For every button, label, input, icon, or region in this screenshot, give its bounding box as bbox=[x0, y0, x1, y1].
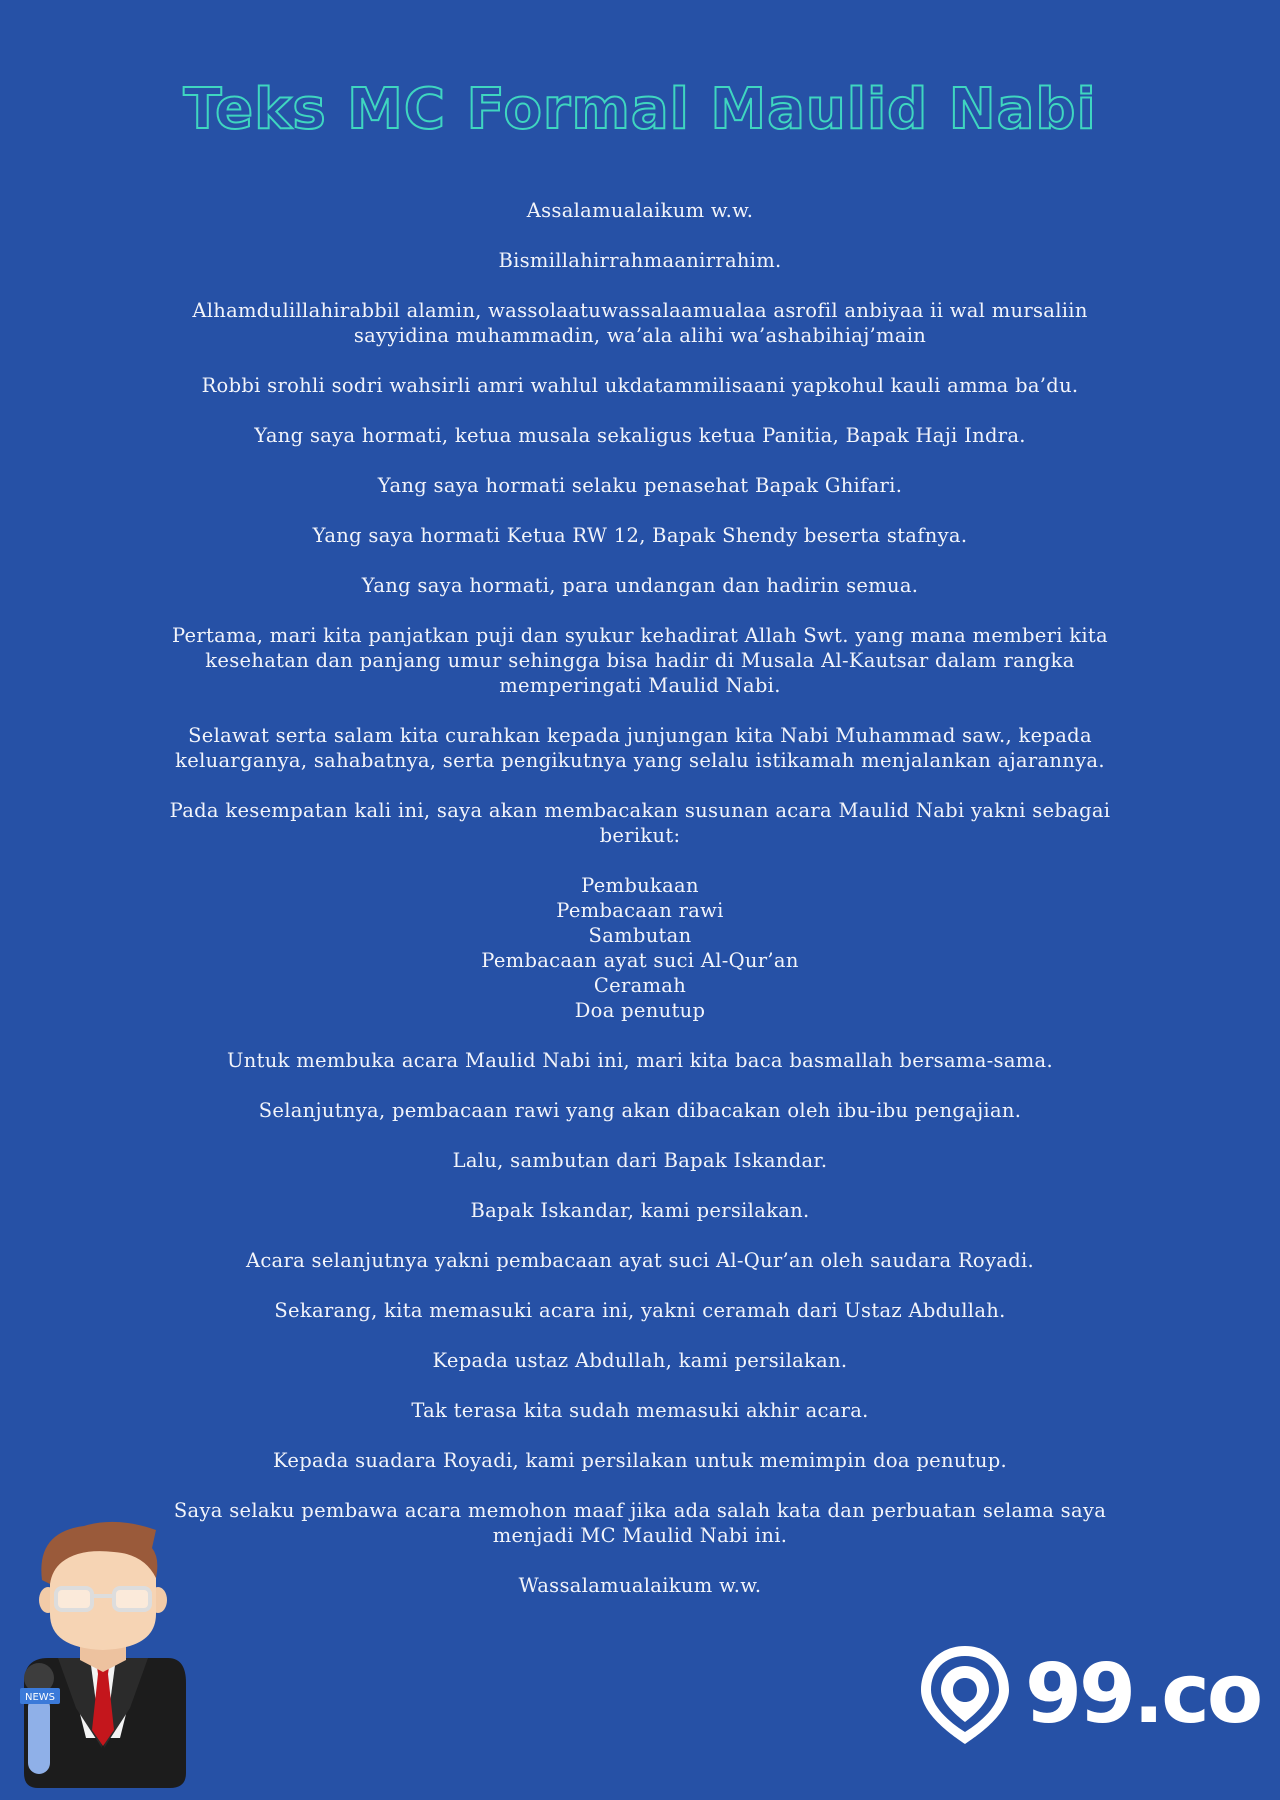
microphone-handle bbox=[28, 1696, 50, 1774]
opening-paragraphs bbox=[150, 198, 1130, 848]
script-paragraph: Acara selanjutnya yakni pembacaan ayat suci Al-Qur’an oleh saudara Royadi. bbox=[245, 1249, 1035, 1272]
mic-news-label: NEWS bbox=[24, 1692, 56, 1703]
closing-paragraphs bbox=[150, 1048, 1130, 1598]
script-paragraph: Kepada ustaz Abdullah, kami persilakan. bbox=[432, 1349, 848, 1372]
script-paragraph: Yang saya hormati selaku penasehat Bapak Ghifari. bbox=[377, 474, 903, 497]
script-paragraph: Sekarang, kita memasuki acara ini, yakni ceramah dari Ustaz Abdullah. bbox=[274, 1299, 1006, 1322]
script-paragraph: Selawat serta salam kita curahkan kepada junjungan kita Nabi Muhammad saw., kepada keluarganya, sahabatnya, serta pengikutnya yang selalu istikamah menjalankan ajarannya. bbox=[175, 724, 1105, 772]
script-paragraph: Wassalamualaikum w.w. bbox=[518, 1574, 762, 1597]
glasses-right-lens bbox=[114, 1588, 150, 1610]
script-paragraph: Selanjutnya, pembacaan rawi yang akan dibacakan oleh ibu-ibu pengajian. bbox=[258, 1099, 1022, 1122]
script-paragraph: Pada kesempatan kali ini, saya akan membacakan susunan acara Maulid Nabi yakni sebagai berikut: bbox=[169, 799, 1111, 847]
script-paragraph: Untuk membuka acara Maulid Nabi ini, mari kita baca basmallah bersama-sama. bbox=[227, 1049, 1053, 1072]
script-paragraph: Tak terasa kita sudah memasuki akhir acara. bbox=[411, 1399, 869, 1422]
script-paragraph: Saya selaku pembawa acara memohon maaf jika ada salah kata dan perbuatan selama saya menjadi MC Maulid Nabi ini. bbox=[173, 1499, 1107, 1547]
news-presenter-illustration bbox=[18, 1518, 188, 1788]
script-paragraph: Bapak Iskandar, kami persilakan. bbox=[470, 1199, 810, 1222]
brand-logo-text: 99.co bbox=[1025, 1647, 1261, 1742]
script-paragraph: Kepada suadara Royadi, kami persilakan untuk memimpin doa penutup. bbox=[273, 1449, 1007, 1472]
script-paragraph: Yang saya hormati Ketua RW 12, Bapak Shendy beserta stafnya. bbox=[312, 524, 968, 547]
agenda-item: Sambutan bbox=[588, 924, 692, 947]
script-paragraph: Robbi srohli sodri wahsirli amri wahlul ukdatammilisaani yapkohul kauli amma ba’du. bbox=[201, 374, 1079, 397]
script-paragraph: Alhamdulillahirabbil alamin, wassolaatuwassalaamualaa asrofil anbiyaa ii wal mursaliin sayyidina muhammadin, wa’ala alihi wa’ashabihiaj’main bbox=[192, 299, 1088, 347]
brand-logo bbox=[915, 1640, 1261, 1750]
agenda-item: Pembukaan bbox=[581, 874, 699, 897]
mc-script-text bbox=[150, 198, 1130, 1623]
script-paragraph: Assalamualaikum w.w. bbox=[526, 199, 754, 222]
page-title: Teks MC Formal Maulid Nabi bbox=[183, 77, 1097, 142]
script-paragraph: Bismillahirrahmaanirrahim. bbox=[498, 249, 782, 272]
agenda-item: Ceramah bbox=[593, 974, 687, 997]
agenda-item: Pembacaan ayat suci Al-Qur’an bbox=[481, 949, 799, 972]
agenda-item: Doa penutup bbox=[574, 999, 706, 1022]
script-paragraph: Lalu, sambutan dari Bapak Iskandar. bbox=[452, 1149, 828, 1172]
script-paragraph: Pertama, mari kita panjatkan puji dan syukur kehadirat Allah Swt. yang mana memberi kita kesehatan dan panjang umur sehingga bisa hadir di Musala Al-Kautsar dalam rangka memperingati Maulid Nabi. bbox=[172, 624, 1108, 697]
agenda-list bbox=[150, 873, 1130, 1023]
script-paragraph: Yang saya hormati, para undangan dan hadirin semua. bbox=[361, 574, 919, 597]
agenda-item: Pembacaan rawi bbox=[556, 899, 724, 922]
location-pin-logo-icon bbox=[915, 1640, 1015, 1750]
glasses-left-lens bbox=[56, 1588, 92, 1610]
script-paragraph: Yang saya hormati, ketua musala sekaligus ketua Panitia, Bapak Haji Indra. bbox=[254, 424, 1026, 447]
